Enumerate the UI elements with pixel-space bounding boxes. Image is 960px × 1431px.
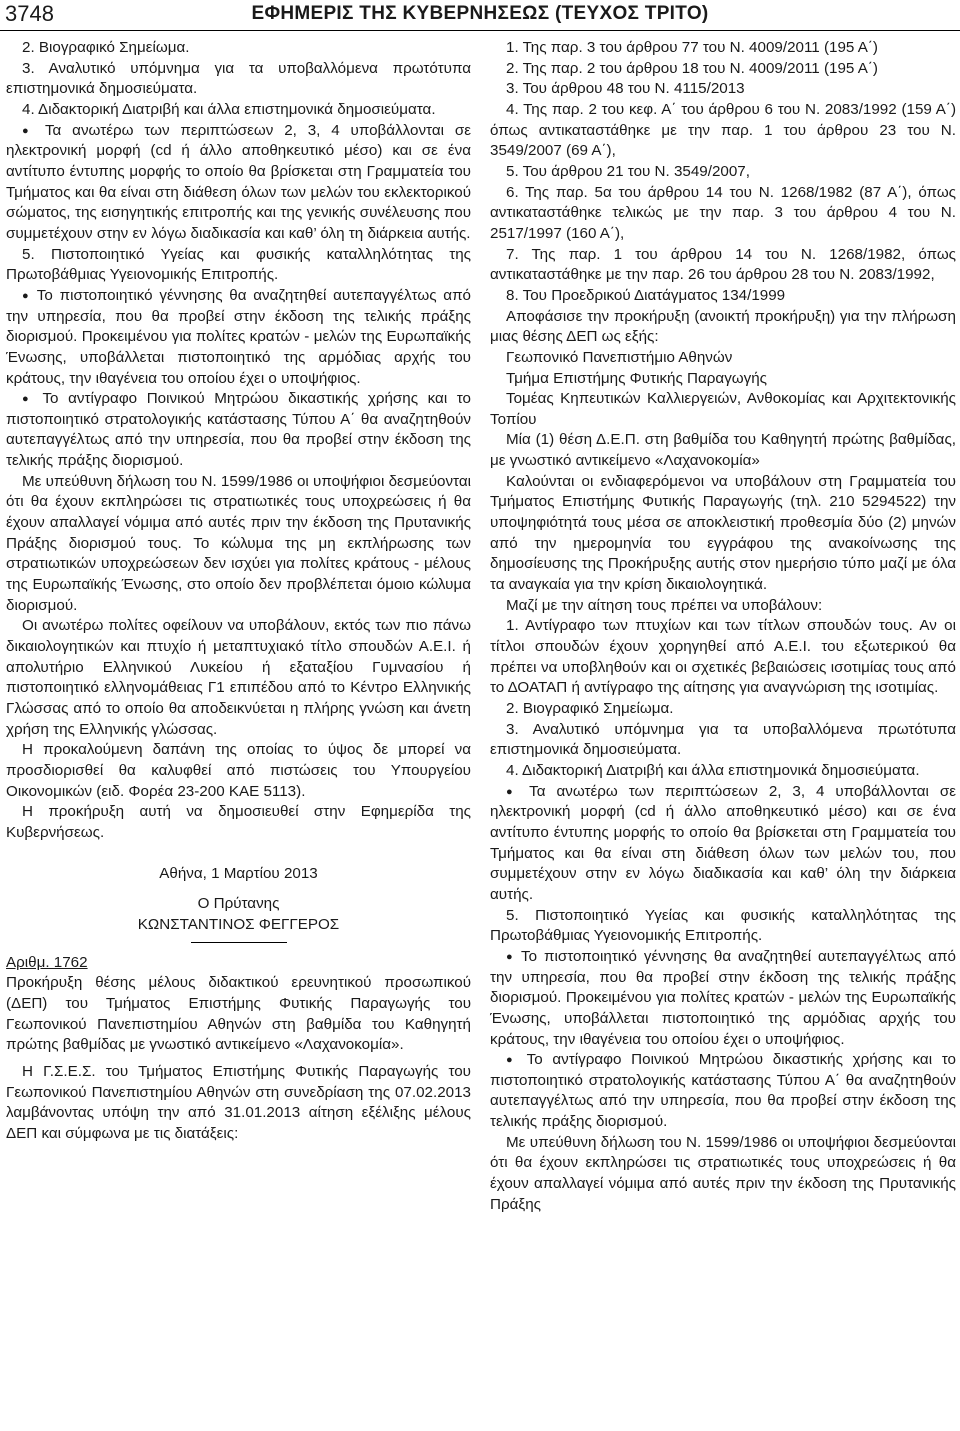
paragraph: Μαζί με την αίτηση τους πρέπει να υποβάλουν: [506,596,823,614]
gazette-title: ΕΦΗΜΕΡΙΣ ΤΗΣ ΚΥΒΕΡΝΗΣΕΩΣ (ΤΕΥΧΟΣ ΤΡΙΤΟ) [251,3,709,24]
list-item: 5. Πιστοποιητικό Υγείας και φυσικής καταλληλότητας της Πρωτοβάθμιας Υγειονομικής Επιτροπής. [490,906,956,945]
list-item: 5. Πιστοποιητικό Υγείας και φυσικής καταλληλότητας της Πρωτοβάθμιας Υγειονομικής Επιτροπής. [6,245,471,284]
list-item: 3. Αναλυτικό υπόμνημα για τα υποβαλλόμενα πρωτότυπα επιστημονικά δημοσιεύματα. [490,720,956,759]
decision-number-label: Αριθμ. 1762 [6,953,88,971]
paragraph: ● Το αντίγραφο Ποινικού Μητρώου δικαστικής χρήσης και το πιστοποιητικό στρατολογικής κατάστασης Τύπου Α΄ θα αναζητηθούν αυτεπαγγέλτως από την υπηρεσία, που θα προβεί στην έκδοση της τελικής πράξης διορισμού. [6,389,471,472]
list-item: 8. Του Προεδρικού Διατάγματος 134/1999 [506,286,786,304]
divider [191,942,287,943]
paragraph: Οι ανωτέρω πολίτες οφείλουν να υποβάλουν, εκτός των πιο πάνω δικαιολογητικών και πτυχίο ή μεταπτυχιακό τίτλο σπουδών Α.Ε.Ι. ή απολυτήριο Ελληνικού Λυκείου ή εξαταξίου Γυμνασίου ή πιστοποιητικό ελληνομάθειας Γ1 επιπέδου από το Κέντρο Ελληνικής Γλώσσας από το οποίο θα αποδεικνύεται η πλήρης γνώση και άνετη χρήση της Ελληνικής γλώσσας. [6,617,471,738]
list-item: 4. Διδακτορική Διατριβή και άλλα επιστημονικά δημοσιεύματα. [22,100,436,118]
paragraph: Γεωπονικό Πανεπιστήμιο Αθηνών [506,348,733,366]
list-item: 1. Αντίγραφο των πτυχίων και των τίτλων σπουδών τους. Αν οι τίτλοι σπουδών έχουν χορηγηθεί από Α.Ε.Ι. του εξωτερικού θα πρέπει να υποβληθούν και οι σχετικές βεβαιώσεις ισοτιμίας τους από το ΔΟΑΤΑΠ ή αντίγραφο της αίτησης για αναγνώριση της ισοτιμίας. [490,617,956,697]
signature-place-date: Αθήνα, 1 Μαρτίου 2013 [159,864,318,882]
paragraph: Με υπεύθυνη δήλωση του Ν. 1599/1986 οι υποψήφιοι δεσμεύονται ότι θα έχουν εκπληρώσει τις στρατιωτικές τους υποχρεώσεις ή θα έχουν απαλλαγεί νόμιμα από αυτές πριν την έκδοση της Πρυτανικής Πράξης [490,1133,956,1213]
left-column [6,38,471,1144]
paragraph: Η Γ.Σ.Ε.Σ. του Τμήματος Επιστήμης Φυτικής Παραγωγής του Γεωπονικού Πανεπιστημίου Αθηνών στη συνεδρίαση της 07.02.2013 λαμβάνοντας υπόψη την από 31.01.2013 αίτηση εξέλιξης μέλους ΔΕΠ και σύμφωνα με τις διατάξεις: [6,1062,471,1142]
paragraph: Καλούνται οι ενδιαφερόμενοι να υποβάλουν στη Γραμματεία του Τμήματος Επιστήμης Φυτικής Παραγωγής (τηλ. 210 5294522) την υποψηφιότητά τους μέσα σε αποκλειστική προθεσμία δύο (2) μηνών από την ημερομηνία του εγγράφου της ανακοίνωσης της δημοσίευσης της Προκήρυξης αυτής στον ημερήσιο τύπο μαζί με όλα τα αναγκαία για την κρίση δικαιολογητικά. [490,472,956,594]
list-item: 3. Αναλυτικό υπόμνημα για τα υποβαλλόμενα πρωτότυπα επιστημονικά δημοσιεύματα. [6,59,471,98]
page-number: 3748 [5,1,54,26]
paragraph: Με υπεύθυνη δήλωση του Ν. 1599/1986 οι υποψήφιοι δεσμεύονται ότι θα έχουν εκπληρώσει τις στρατιωτικές τους υποχρεώσεις ή θα έχουν απαλλαγεί νόμιμα από αυτές πριν την έκδοση της Πρυτανικής Πράξης διορισμού τους. Το κώλυμα της μη εκπλήρωσης των στρατιωτικών υποχρεώσεων δεν ισχύει για πολίτες κράτους - μέλους της Ευρωπαϊκής Ένωσης, στο οποίο δεν προβλέπεται όμοιο κώλυμα διορισμού. [6,472,471,614]
paragraph: ● Τα ανωτέρω των περιπτώσεων 2, 3, 4 υποβάλλονται σε ηλεκτρονική μορφή (cd ή άλλο αποθηκευτικό μέσο) και σε ένα αντίτυπο έντυπης μορφής το οποίο θα βρίσκεται στη Γραμματεία του Τμήματος και θα είναι στη διάθεση όλων των μελών του, που συμμετέχουν στην εν λόγω διαδικασία και καθ’ όλη την διάρκεια αυτής. [490,782,956,906]
paragraph: ● Τα ανωτέρω των περιπτώσεων 2, 3, 4 υποβάλλονται σε ηλεκτρονική μορφή (cd ή άλλο αποθηκευτικό μέσο) και σε ένα αντίτυπο έντυπης μορφής το οποίο θα βρίσκεται στη Γραμματεία του Τμήματος και θα είναι στη διάθεση όλων των μελών του εκλεκτορικού σώματος, της εισηγητικής επιτροπής και της γενικής συνέλευσης που συμμετέχουν στην εν λόγω διαδικασία και καθ’ όλη τη διάρκεια αυτής. [6,121,471,245]
paragraph: Η προκαλούμενη δαπάνη της οποίας το ύψος δε μπορεί να προσδιορισθεί θα καλυφθεί από πιστώσεις του Υπουργείου Οικονομικών (ειδ. Φορέα 23-200 ΚΑΕ 5113). [6,741,471,800]
list-item: 4. Της παρ. 2 του κεφ. Α΄ του άρθρου 6 του Ν. 2083/1992 (159 Α΄) όπως αντικαταστάθηκε με την παρ. 1 του άρθρου 23 του Ν. 3549/2007 (69 Α΄), [490,100,956,160]
paragraph: Αποφάσισε την προκήρυξη (ανοικτή προκήρυξη) για την πλήρωση μιας θέσης ΔΕΠ ως εξής: [490,307,956,346]
list-item: 2. Βιογραφικό Σημείωμα. [22,39,190,56]
paragraph: ● Το αντίγραφο Ποινικού Μητρώου δικαστικής χρήσης και το πιστοποιητικό στρατολογικής κατάστασης Τύπου Α΄ θα αναζητηθούν αυτεπαγγέλτως από την υπηρεσία, που θα προβεί στην έκδοση της τελικής πράξης διορισμού. [490,1050,956,1133]
paragraph: Η προκήρυξη αυτή να δημοσιευθεί στην Εφημερίδα της Κυβερνήσεως. [6,803,471,841]
paragraph: Τμήμα Επιστήμης Φυτικής Παραγωγής [506,369,768,387]
signature-name: ΚΩΝΣΤΑΝΤΙΝΟΣ ΦΕΓΓΕΡΟΣ [137,915,340,933]
page-header [0,0,960,31]
paragraph: ● Το πιστοποιητικό γέννησης θα αναζητηθεί αυτεπαγγέλτως από την υπηρεσία, που θα προβεί στην έκδοση της τελικής πράξης διορισμού. Προκειμένου για πολίτες κρατών - μελών της Ευρωπαϊκής Ένωσης, υποβάλλεται πιστοποιητικό της αρμόδιας αρχής του κράτους, την ιθαγένεια του οποίου έχει ο υποψήφιος. [6,286,471,389]
list-item: 3. Του άρθρου 48 του Ν. 4115/2013 [506,80,745,98]
paragraph: Προκήρυξη θέσης μέλους διδακτικού ερευνητικού προσωπικού (ΔΕΠ) του Τμήματος Επιστήμης Φυτικής Παραγωγής του Γεωπονικού Πανεπιστημίου Αθηνών στη βαθμίδα του Καθηγητή πρώτης βαθμίδας με γνωστικό αντικείμενο «Λαχανοκομία». [6,974,471,1054]
right-column [490,38,956,1215]
paragraph: Τομέας Κηπευτικών Καλλιεργειών, Ανθοκομίας και Αρχιτεκτονικής Τοπίου [490,390,956,428]
paragraph: Μία (1) θέση Δ.Ε.Π. στη βαθμίδα του Καθηγητή πρώτης βαθμίδας, με γνωστικό αντικείμενο «Λαχανοκομία» [490,431,956,470]
list-item: 1. Της παρ. 3 του άρθρου 77 του Ν. 4009/2011 (195 Α΄) [506,39,878,56]
list-item: 5. Του άρθρου 21 του Ν. 3549/2007, [506,162,750,180]
list-item: 2. Της παρ. 2 του άρθρου 18 του Ν. 4009/2011 (195 Α΄) [506,59,878,77]
list-item: 2. Βιογραφικό Σημείωμα. [506,700,674,717]
list-item: 6. Της παρ. 5α του άρθρου 14 του Ν. 1268/1982 (87 Α΄), όπως αντικαταστάθηκε τελικώς με την παρ. 3 του άρθρου 4 του Ν. 2517/1997 (160 Α΄), [490,183,956,242]
decision-number [6,953,471,974]
paragraph: ● Το πιστοποιητικό γέννησης θα αναζητηθεί αυτεπαγγέλτως από την υπηρεσία, που θα προβεί στην έκδοση της τελικής πράξης διορισμού. Προκειμένου για πολίτες κρατών - μελών της Ευρωπαϊκής Ένωσης, υποβάλλεται πιστοποιητικό της αρμόδιας αρχής του κράτους, την ιθαγένεια του οποίου έχει ο υποψήφιος. [490,947,956,1050]
list-item: 7. Της παρ. 1 του άρθρου 14 του Ν. 1268/1982, όπως αντικαταστάθηκε με την παρ. 26 του άρθρου 28 του Ν. 2083/1992, [490,245,956,284]
signature-role: Ο Πρύτανης [197,895,280,913]
list-item: 4. Διδακτορική Διατριβή και άλλα επιστημονικά δημοσιεύματα. [506,761,920,779]
